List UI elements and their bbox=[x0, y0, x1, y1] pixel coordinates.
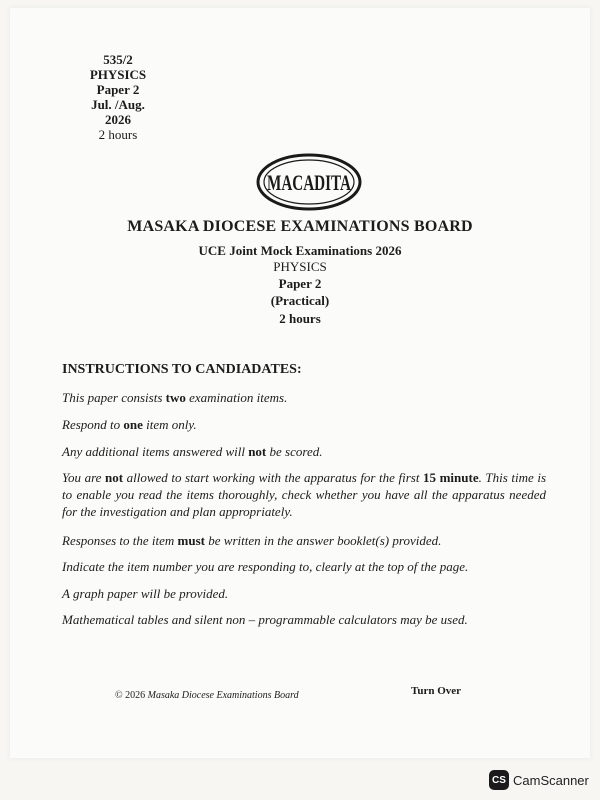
camscanner-label: CamScanner bbox=[513, 772, 589, 788]
exam-name: UCE Joint Mock Examinations 2026 bbox=[198, 243, 402, 258]
instruction-6: Indicate the item number you are responding to, clearly at the top of the page. bbox=[62, 559, 469, 574]
instruction-7: A graph paper will be provided. bbox=[62, 586, 229, 601]
exam-type: (Practical) bbox=[270, 293, 330, 308]
macadita-logo bbox=[256, 153, 362, 211]
exam-duration: 2 hours bbox=[279, 311, 321, 326]
exam-paper: Paper 2 bbox=[278, 276, 322, 291]
logo-text: MACADITA bbox=[267, 170, 352, 195]
exam-subject: PHYSICS bbox=[273, 259, 327, 274]
copyright-notice: © 2026 Masaka Diocese Examinations Board bbox=[115, 690, 299, 701]
instruction-5: Responses to the item must be written in the answer booklet(s) provided. bbox=[62, 533, 442, 548]
camscanner-icon: CS bbox=[489, 770, 509, 790]
paper-code: 535/2 bbox=[103, 52, 133, 67]
camscanner-watermark bbox=[489, 770, 589, 790]
instruction-4: You are not allowed to start working with the apparatus for the first 15 minute. This time is to enable you read the items thoroughly, check whether you have all the apparatus needed for the investigation and plan appropriately. bbox=[62, 470, 547, 519]
instruction-8: Mathematical tables and silent non – programmable calculators may be used. bbox=[62, 612, 468, 627]
paper-duration: 2 hours bbox=[98, 127, 138, 142]
instruction-3: Any additional items answered will not be scored. bbox=[62, 444, 323, 459]
board-title: MASAKA DIOCESE EXAMINATIONS BOARD bbox=[127, 218, 473, 235]
instructions-heading: INSTRUCTIONS TO CANDIADATES: bbox=[62, 362, 302, 377]
instruction-1: This paper consists two examination items. bbox=[62, 390, 288, 405]
paper-subject: PHYSICS bbox=[89, 67, 147, 82]
paper-code-block bbox=[80, 52, 156, 142]
paper-number: Paper 2 bbox=[96, 82, 140, 97]
instruction-2: Respond to one item only. bbox=[62, 417, 197, 432]
turn-over-label: Turn Over bbox=[411, 685, 462, 697]
paper-session: Jul. /Aug. 2026 bbox=[91, 97, 145, 127]
